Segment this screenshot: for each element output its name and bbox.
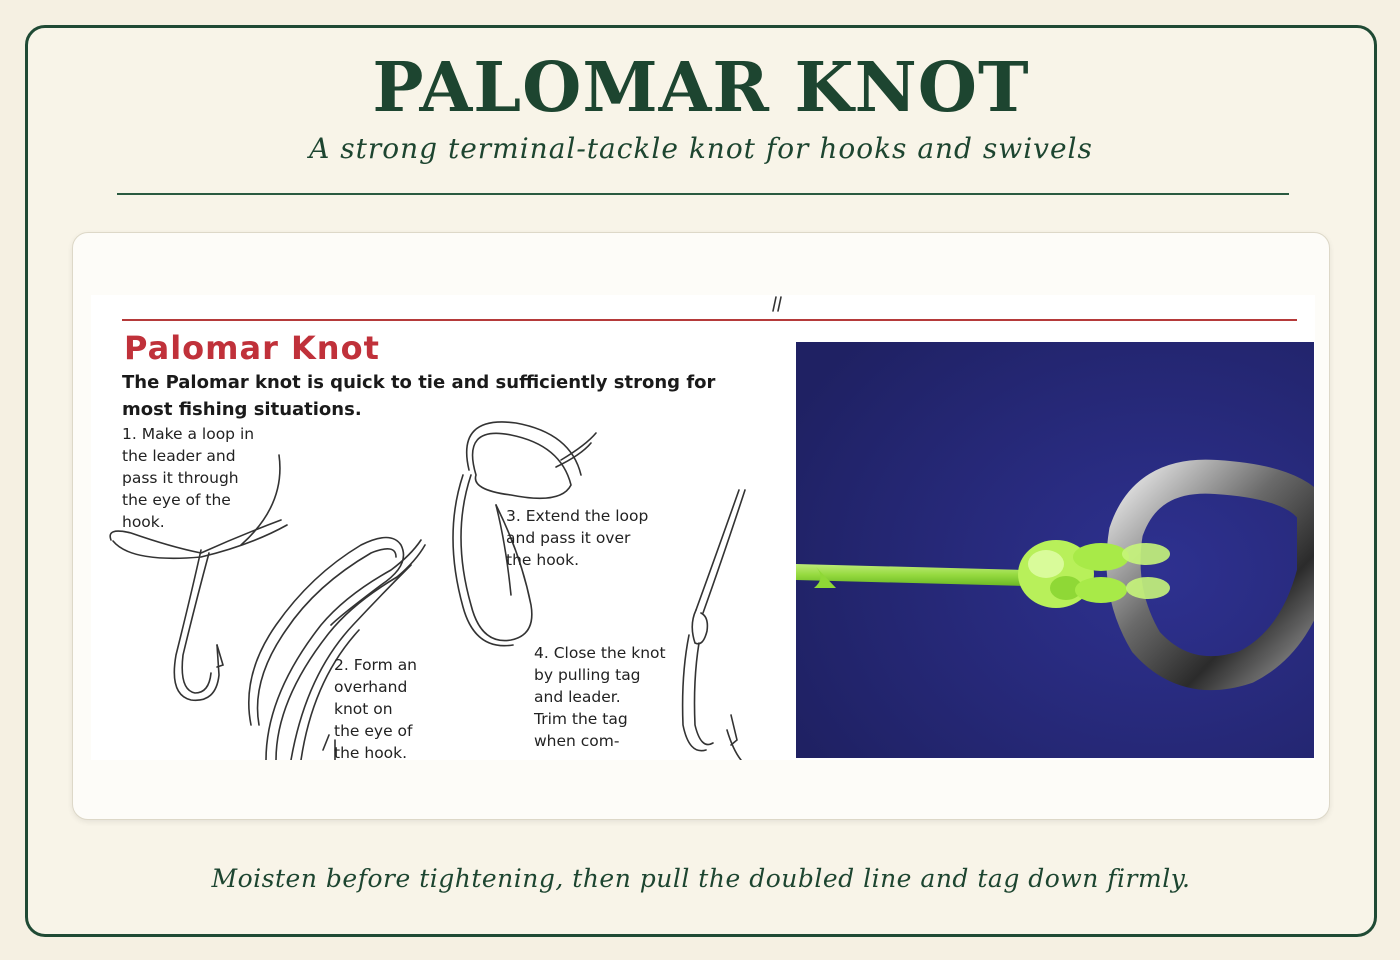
poster-frame — [25, 25, 1377, 937]
step-1-text: 1. Make a loop in the leader and pass it through the eye of the hook. — [122, 425, 255, 531]
step-4-text: 4. Close the knot by pulling tag and leader. Trim the tag when com- — [534, 644, 666, 750]
figure-heading: Palomar Knot — [124, 329, 380, 367]
page-subtitle: A strong terminal-tackle knot for hooks and swivels — [309, 132, 1093, 165]
figure-card — [72, 232, 1330, 820]
knot-photo-illustration — [796, 342, 1314, 758]
step-3-text: 3. Extend the loop and pass it over the hook. — [506, 507, 649, 569]
knot-photo — [796, 342, 1314, 758]
figure-intro: The Palomar knot is quick to tie and sufficiently strong for most fishing situations. — [122, 372, 716, 420]
footer-caption: Moisten before tightening, then pull the doubled line and tag down firmly. — [211, 864, 1191, 893]
title-divider — [117, 193, 1289, 195]
page-title: PALOMAR KNOT — [372, 48, 1030, 128]
scanned-figure — [91, 295, 1315, 760]
step-2-text: 2. Form an overhand knot on the eye of the hook. — [334, 656, 418, 760]
